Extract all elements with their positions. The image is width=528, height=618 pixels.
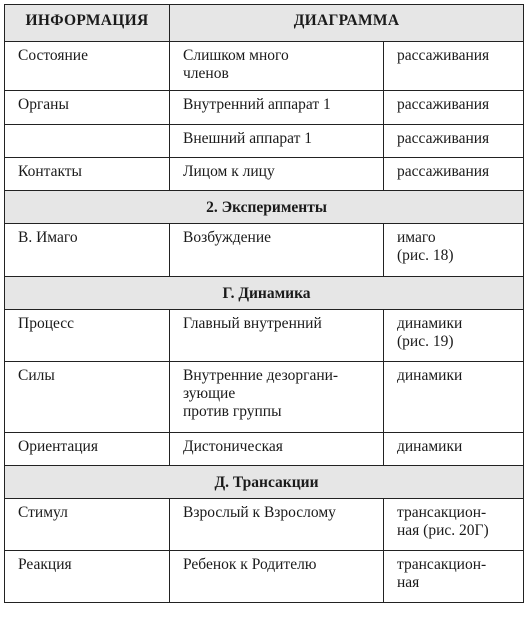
cell-diagram-type: рассаживания (384, 91, 524, 125)
cell-info: Силы (5, 362, 170, 433)
table-row (5, 42, 524, 91)
cell-diagram-item: Дистоническая (170, 433, 384, 466)
section-row (5, 277, 524, 310)
cell-info (5, 125, 170, 158)
section-title: 2. Эксперименты (5, 191, 524, 224)
cell-diagram-type: динамики (384, 433, 524, 466)
cell-diagram-item: Внутренние дезоргани- зующие против группы (170, 362, 384, 433)
cell-info: Состояние (5, 42, 170, 91)
cell-diagram-type: динамики (384, 362, 524, 433)
table-row (5, 91, 524, 125)
cell-diagram-type: рассаживания (384, 158, 524, 191)
cell-diagram-item: Главный внутренний (170, 310, 384, 362)
table-row (5, 224, 524, 277)
cell-diagram-item: Ребенок к Родителю (170, 551, 384, 603)
cell-diagram-item: Внутренний аппарат 1 (170, 91, 384, 125)
cell-diagram-type: трансакцион- ная (рис. 20Г) (384, 499, 524, 551)
cell-diagram-item: Возбуждение (170, 224, 384, 277)
section-row (5, 191, 524, 224)
cell-diagram-item: Лицом к лицу (170, 158, 384, 191)
cell-info: Контакты (5, 158, 170, 191)
section-title: Г. Динамика (5, 277, 524, 310)
cell-diagram-item: Внешний аппарат 1 (170, 125, 384, 158)
table-row (5, 310, 524, 362)
table-row (5, 433, 524, 466)
cell-diagram-type: трансакцион- ная (384, 551, 524, 603)
header-diagram: ДИАГРАММА (170, 5, 524, 42)
section-title: Д. Трансакции (5, 466, 524, 499)
cell-diagram-item: Слишком много членов (170, 42, 384, 91)
cell-diagram-type: имаго (рис. 18) (384, 224, 524, 277)
cell-diagram-type: рассаживания (384, 42, 524, 91)
table-row (5, 551, 524, 603)
cell-info: В. Имаго (5, 224, 170, 277)
cell-info: Стимул (5, 499, 170, 551)
cell-diagram-type: динамики (рис. 19) (384, 310, 524, 362)
header-info: ИНФОРМАЦИЯ (5, 5, 170, 42)
table-row (5, 158, 524, 191)
table-row (5, 362, 524, 433)
table-row (5, 499, 524, 551)
section-row (5, 466, 524, 499)
info-diagram-table (4, 4, 524, 603)
table-row (5, 125, 524, 158)
cell-info: Органы (5, 91, 170, 125)
cell-info: Реакция (5, 551, 170, 603)
cell-diagram-type: рассаживания (384, 125, 524, 158)
cell-info: Процесс (5, 310, 170, 362)
cell-diagram-item: Взрослый к Взрослому (170, 499, 384, 551)
cell-info: Ориентация (5, 433, 170, 466)
table-header-row (5, 5, 524, 42)
